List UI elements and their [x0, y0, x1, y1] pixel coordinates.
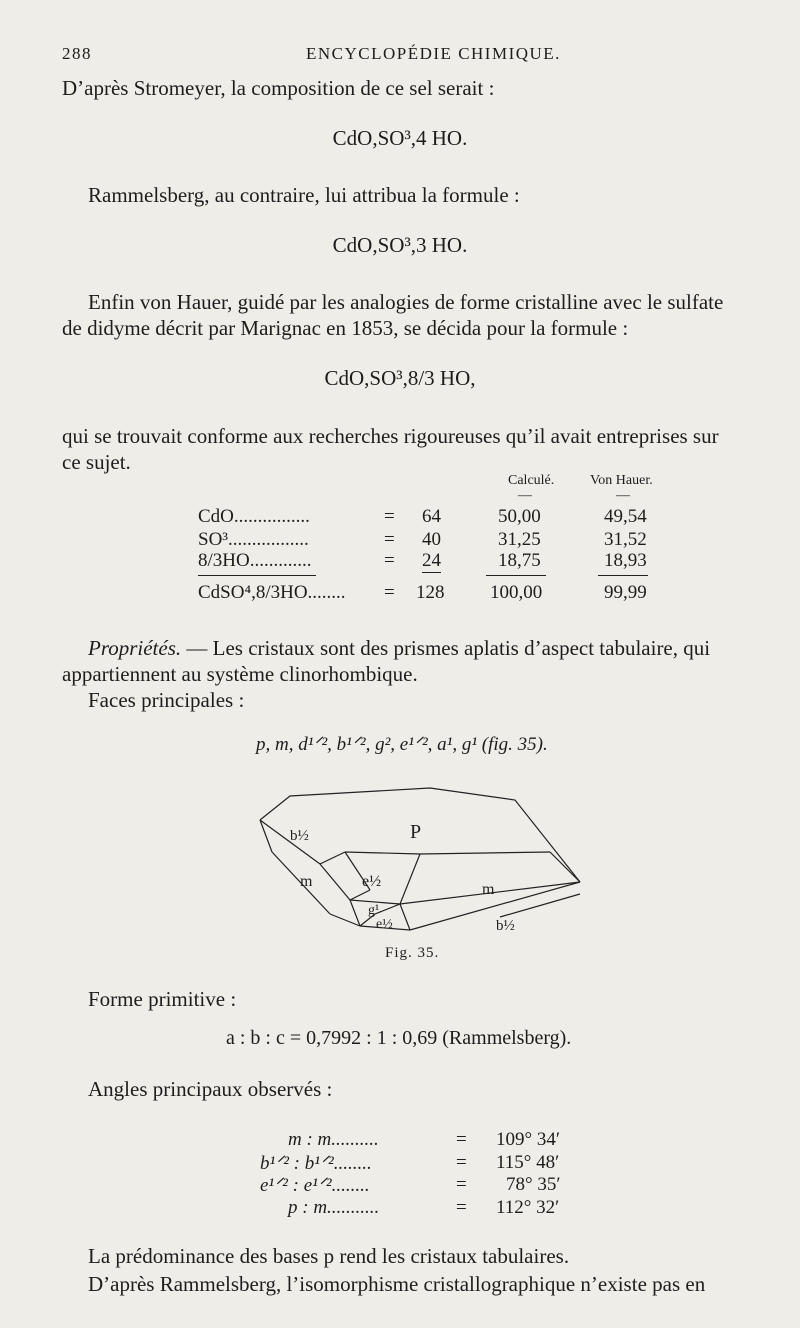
paragraph-hauer-line1: Enfin von Hauer, guidé par les analogies de forme cristalline avec le sulfate	[88, 290, 724, 314]
formula-hauer: CdO,SO³,8/3 HO,	[324, 366, 476, 390]
figure-label-m-right: m	[482, 881, 495, 898]
angle-row-eq: =	[456, 1197, 467, 1218]
table-row-hauer: 18,93	[604, 550, 647, 571]
angle-row-faces: p : m...........	[288, 1197, 380, 1218]
table-row-value: 64	[422, 506, 441, 527]
figure-label-g: g¹	[368, 903, 380, 918]
table-total-hauer: 99,99	[604, 582, 647, 603]
properties-heading: Propriétés.	[88, 636, 182, 660]
table-row-eq: =	[384, 506, 395, 527]
final-paragraph-line2: D’après Rammelsberg, l’isomorphisme cristallographique n’existe pas en	[88, 1272, 706, 1296]
angle-row-eq: =	[456, 1129, 467, 1150]
figure-label-e-center: e½	[362, 873, 382, 890]
table-row-eq: =	[384, 529, 395, 550]
angle-row-faces: e¹ᐟ² : e¹ᐟ²........	[260, 1175, 370, 1196]
table-row-label: SO³.................	[198, 529, 309, 550]
paragraph-conform-line1: qui se trouvait conforme aux recherches rigoureuses qu’il avait entreprises sur	[62, 424, 719, 448]
column-dash-hauer: —	[616, 488, 630, 503]
figure-label-b-top: b½	[290, 828, 309, 844]
paragraph-stromeyer: D’après Stromeyer, la composition de ce sel serait :	[62, 76, 495, 100]
final-paragraph-line1: La prédominance des bases p rend les cristaux tabulaires.	[88, 1244, 570, 1268]
angle-row-eq: =	[456, 1174, 467, 1195]
figure-label-e-bottom: e½	[376, 917, 393, 932]
angle-row-faces: m : m..........	[288, 1129, 379, 1150]
column-header-calcule: Calculé.	[508, 473, 555, 488]
table-row-label: CdO................	[198, 506, 310, 527]
total-rule-calc	[486, 575, 546, 576]
table-row-value: 24	[422, 550, 441, 571]
primitive-form-label: Forme primitive :	[88, 987, 237, 1011]
properties-line2: appartiennent au système clinorhombique.	[62, 662, 418, 686]
running-title: ENCYCLOPÉDIE CHIMIQUE.	[306, 44, 561, 63]
table-row-calc: 31,25	[498, 529, 541, 550]
faces-list: p, m, d¹ᐟ², b¹ᐟ², g², e¹ᐟ², a¹, g¹ (fig. 35).	[256, 734, 548, 755]
table-total-value: 128	[416, 582, 445, 603]
table-row-eq: =	[384, 550, 395, 571]
angle-row-faces: b¹ᐟ² : b¹ᐟ²........	[260, 1153, 372, 1174]
paragraph-conform-line2: ce sujet.	[62, 450, 131, 474]
formula-rammelsberg: CdO,SO³,3 HO.	[332, 233, 468, 257]
table-row-calc: 50,00	[498, 506, 541, 527]
table-row-value: 40	[422, 529, 441, 550]
angles-label: Angles principaux observés :	[88, 1077, 333, 1101]
figure-caption: Fig. 35.	[385, 945, 440, 961]
table-row-hauer: 31,52	[604, 529, 647, 550]
paragraph-rammelsberg: Rammelsberg, au contraire, lui attribua la formule :	[88, 183, 520, 207]
angle-row-eq: =	[456, 1152, 467, 1173]
column-header-von-hauer: Von Hauer.	[590, 473, 653, 488]
total-rule-label	[198, 575, 316, 576]
figure-label-b-bottom: b½	[496, 918, 515, 934]
figure-label-m-left: m	[300, 873, 313, 890]
crystal-figure	[250, 782, 590, 942]
angle-row-value: 78° 35′	[506, 1174, 561, 1195]
table-total-eq: =	[384, 582, 395, 603]
faces-label: Faces principales :	[88, 688, 245, 712]
properties-line1	[88, 636, 710, 660]
angle-row-value: 109° 34′	[496, 1129, 561, 1150]
paragraph-hauer-line2: de didyme décrit par Marignac en 1853, se décida pour la formule :	[62, 316, 629, 340]
table-total-label: CdSO⁴,8/3HO........	[198, 582, 346, 603]
angle-row-value: 112° 32′	[496, 1197, 560, 1218]
table-row-hauer: 49,54	[604, 506, 647, 527]
angle-row-value: 115° 48′	[496, 1152, 560, 1173]
column-dash-calcule: —	[518, 488, 532, 503]
table-row-calc: 18,75	[498, 550, 541, 571]
table-total-calc: 100,00	[490, 582, 543, 603]
primitive-form-formula: a : b : c = 0,7992 : 1 : 0,69 (Rammelsberg).	[226, 1027, 572, 1049]
total-rule-hauer	[598, 575, 648, 576]
page-number: 288	[62, 44, 92, 63]
formula-stromeyer: CdO,SO³,4 HO.	[332, 126, 468, 150]
figure-label-p: P	[410, 821, 422, 843]
properties-text: — Les cristaux sont des prismes aplatis d’aspect tabulaire, qui	[181, 636, 711, 660]
table-row-label: 8/3HO.............	[198, 550, 312, 571]
